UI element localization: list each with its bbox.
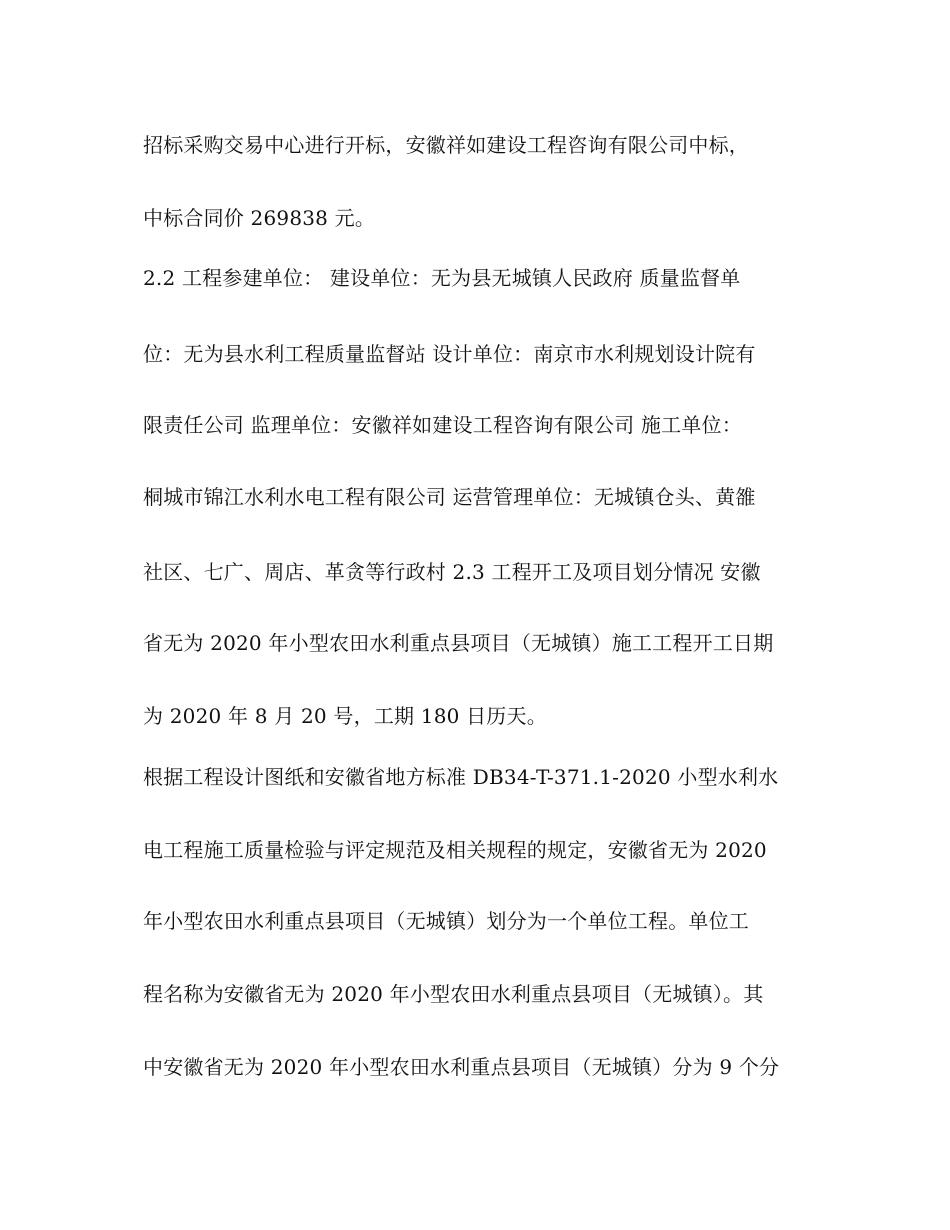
text-line: 省无为 2020 年小型农田水利重点县项目（无城镇）施工工程开工日期 [143,631,774,655]
text-line: 位：无为县水利工程质量监督站 设计单位：南京市水利规划设计院有 [143,342,756,366]
text-line: 招标采购交易中心进行开标，安徽祥如建设工程咨询有限公司中标， [143,133,749,157]
text-line: 根据工程设计图纸和安徽省地方标准 DB34-T-371.1-2020 小型水利水 [143,765,779,789]
text-line: 电工程施工质量检验与评定规范及相关规程的规定，安徽省无为 2020 [143,838,767,862]
text-line: 限责任公司 监理单位：安徽祥如建设工程咨询有限公司 施工单位： [143,413,742,437]
text-line: 2.2 工程参建单位： 建设单位：无为县无城镇人民政府 质量监督单 [143,266,741,290]
text-line: 为 2020 年 8 月 20 号，工期 180 日历天。 [143,704,547,728]
text-line: 年小型农田水利重点县项目（无城镇）划分为一个单位工程。单位工 [143,909,749,933]
text-line: 桐城市锦江水利水电工程有限公司 运营管理单位：无城镇仓头、黄雒 [143,485,756,509]
text-line: 社区、七广、周店、革贪等行政村 2.3 工程开工及项目划分情况 安徽 [143,560,761,584]
text-line: 程名称为安徽省无为 2020 年小型农田水利重点县项目（无城镇）。其 [143,982,764,1006]
text-line: 中安徽省无为 2020 年小型农田水利重点县项目（无城镇）分为 9 个分 [143,1055,780,1079]
text-line: 中标合同价 269838 元。 [143,206,376,230]
